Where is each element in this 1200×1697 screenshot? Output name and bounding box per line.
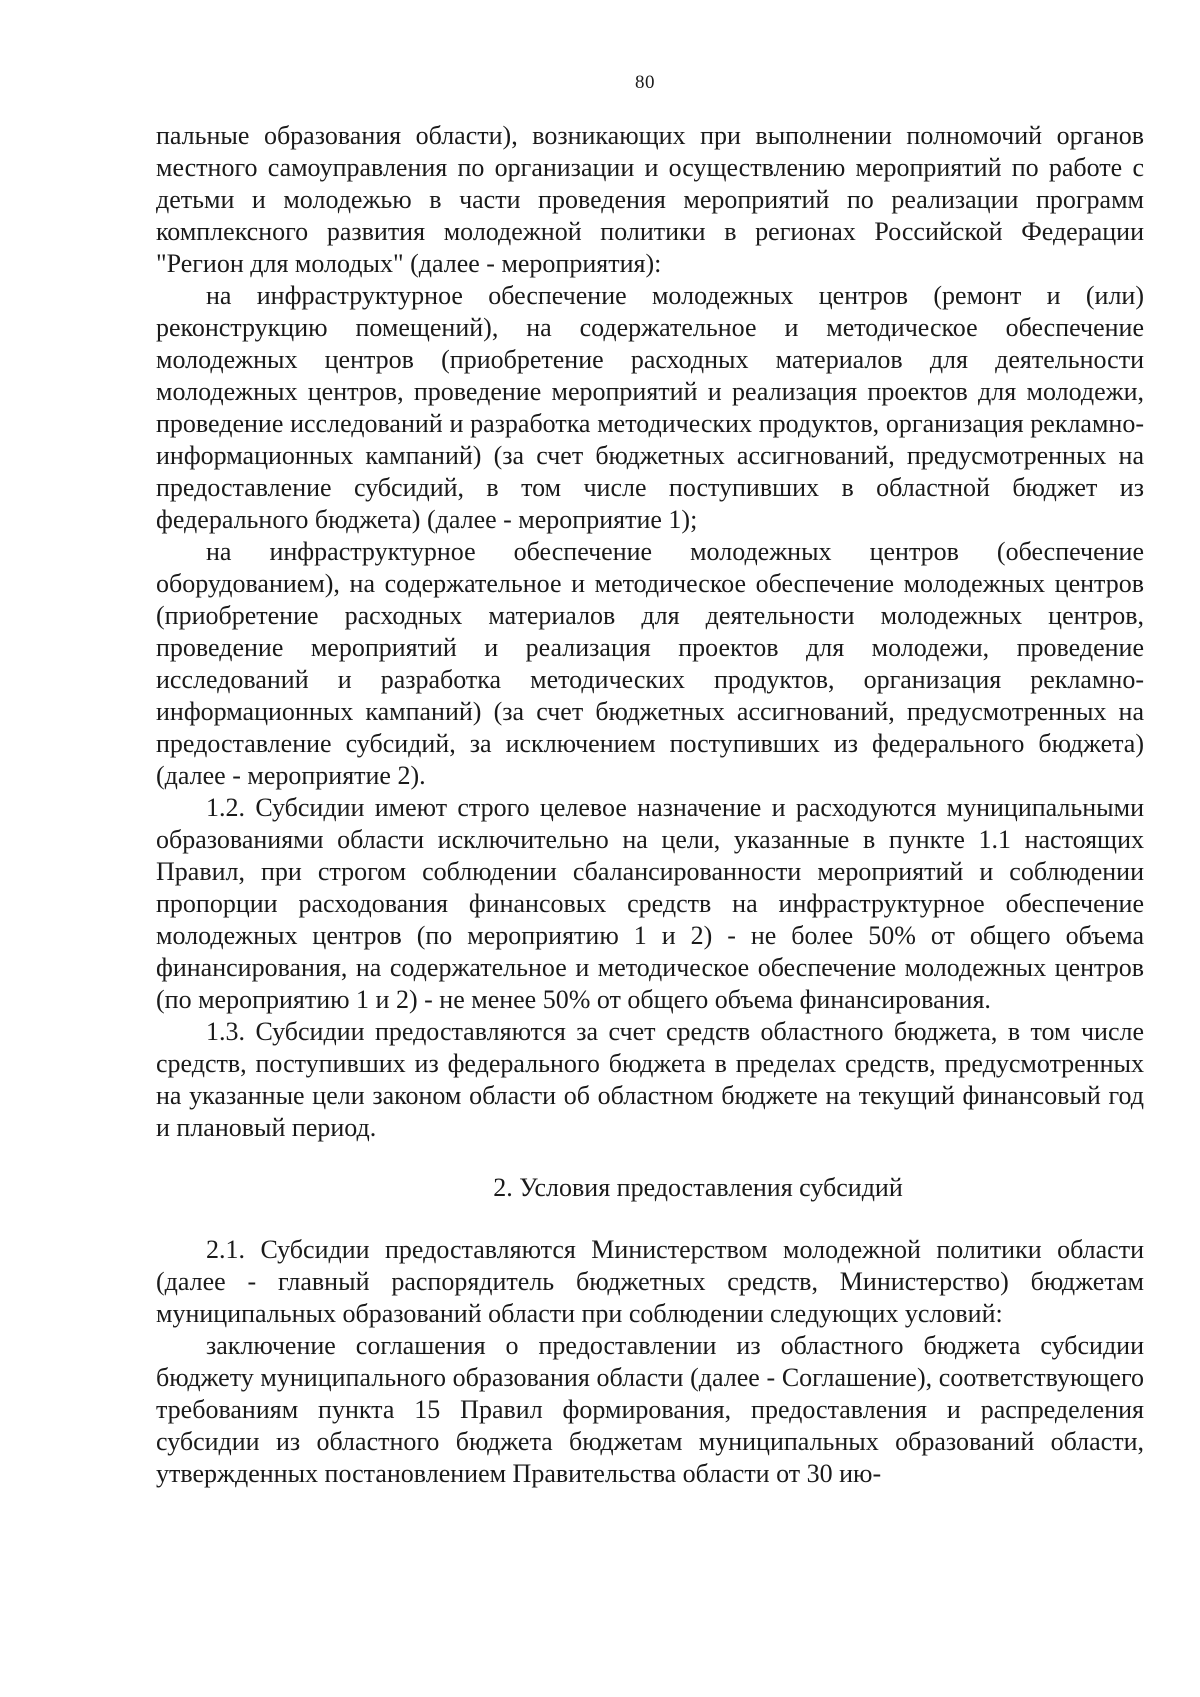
- paragraph-activity-2: на инфраструктурное обеспечение молодежных центров (обеспечение оборудованием), на содержательное и методическое обеспечение молодежных центров (приобретение расходных материалов для деятельности молодежных центров, проведение мероприятий и реализация проектов для молодежи, проведение исследований и разработка методических продуктов, организация рекламно-информационных кампаний) (за счет бюджетных ассигнований, предусмотренных на предоставление субсидий, за исключением поступивших из федерального бюджета) (далее - мероприятие 2).: [156, 537, 1144, 790]
- paragraph-activity-1: на инфраструктурное обеспечение молодежных центров (ремонт и (или) реконструкцию помещений), на содержательное и методическое обеспечение молодежных центров (приобретение расходных материалов для деятельности молодежных центров, проведение мероприятий и реализация проектов для молодежи, проведение исследований и разработка методических продуктов, организация рекламно-информационных кампаний) (за счет бюджетных ассигнований, предусмотренных на предоставление субсидий, в том числе поступивших в областной бюджет из федерального бюджета) (далее - мероприятие 1);: [156, 281, 1144, 534]
- section-title: 2. Условия предоставления субсидий: [493, 1173, 903, 1202]
- paragraph-agreement-condition: заключение соглашения о предоставлении из областного бюджета субсидии бюджету муниципального образования области (далее - Соглашение), соответствующего требованиям пункта 15 Правил формирования, предоставления и распределения субсидии из областного бюджета бюджетам муниципальных образований области, утвержденных постановлением Правительства области от 30 ию-: [156, 1331, 1144, 1488]
- paragraph-2-1: 2.1. Субсидии предоставляются Министерством молодежной политики области (далее - главный распорядитель бюджетных средств, Министерство) бюджетам муниципальных образований области при соблюдении следующих условий:: [156, 1235, 1144, 1328]
- page-number: 80: [635, 72, 655, 93]
- paragraph-1-1-continuation: пальные образования области), возникающих при выполнении полномочий органов местного самоуправления по организации и осуществлению мероприятий по работе с детьми и молодежью в части проведения мероприятий по реализации программ комплексного развития молодежной политики в регионах Российской Федерации "Регион для молодых" (далее - мероприятия):: [156, 121, 1144, 278]
- paragraph-1-2: 1.2. Субсидии имеют строго целевое назначение и расходуются муниципальными образованиями области исключительно на цели, указанные в пункте 1.1 настоящих Правил, при строгом соблюдении сбалансированности мероприятий и соблюдении пропорции расходования финансовых средств на инфраструктурное обеспечение молодежных центров (по мероприятию 1 и 2) - не более 50% от общего объема финансирования, на содержательное и методическое обеспечение молодежных центров (по мероприятию 1 и 2) - не менее 50% от общего объема финансирования.: [156, 793, 1144, 1014]
- document-body: [156, 120, 1144, 1490]
- paragraph-1-3: 1.3. Субсидии предоставляются за счет средств областного бюджета, в том числе средств, поступивших из федерального бюджета в пределах средств, предусмотренных на указанные цели законом области об областном бюджете на текущий финансовый год и плановый период.: [156, 1017, 1144, 1142]
